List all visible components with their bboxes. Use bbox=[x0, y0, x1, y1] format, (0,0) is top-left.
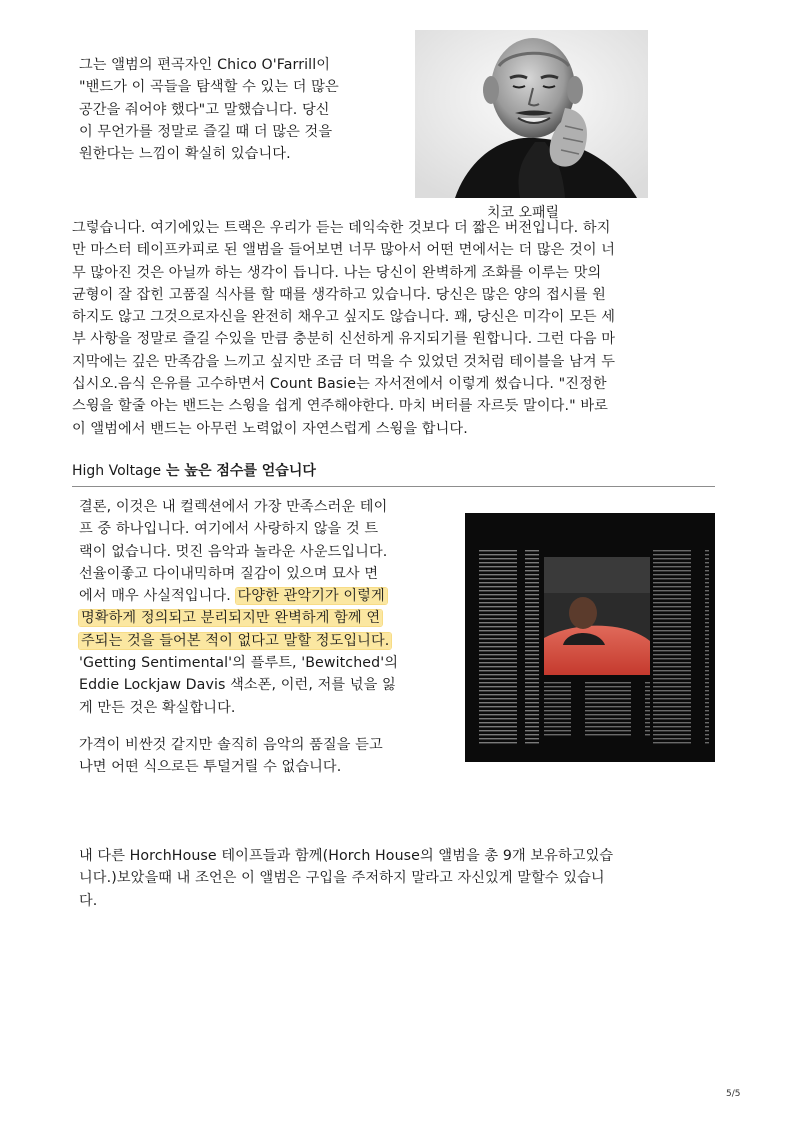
text-line bbox=[79, 630, 449, 652]
portrait-illustration bbox=[415, 30, 648, 198]
text-line bbox=[79, 607, 449, 629]
text-line: 스윙을 할줄 아는 밴드는 스윙을 쉽게 연주해야한다. 마치 버터를 자르듯 말이다." 바로 bbox=[72, 398, 608, 415]
text-line: Eddie Lockjaw Davis 색소폰, 이런, 저를 넋을 잃 bbox=[79, 677, 396, 694]
text-line: 무 많아진 것은 아닐까 하는 생각이 듭니다. 나는 당신이 완벽하게 조화를 이루는 맛의 bbox=[72, 264, 602, 281]
text-line: 선율이좋고 다이내믹하며 질감이 있으며 묘사 면 bbox=[79, 565, 379, 582]
section-heading-korean: 는 높은 점수를 얻습니다 bbox=[166, 463, 316, 479]
text-line: 나면 어떤 식으로든 투덜거릴 수 없습니다. bbox=[79, 759, 342, 776]
text-line: 다. bbox=[79, 892, 98, 909]
section-heading-latin: High Voltage bbox=[72, 463, 162, 479]
section-divider bbox=[72, 486, 715, 487]
text-line: 만 마스터 테이프카피로 된 앨범을 들어보면 너무 많아서 어떤 면에서는 더 많은 것이 너 bbox=[72, 242, 616, 259]
section-heading bbox=[72, 460, 316, 480]
page-number: 5/5 bbox=[726, 1089, 741, 1099]
album-liner-illustration bbox=[465, 513, 715, 762]
text-line: 그는 앨범의 편곡자인 Chico O'Farrill이 bbox=[79, 57, 331, 73]
text-line: 니다.)보았을때 내 조언은 이 앨범은 구입을 주저하지 말라고 자신있게 말할수 있습니 bbox=[79, 870, 605, 887]
text-line: 원한다는 느낌이 확실히 있습니다. bbox=[79, 146, 291, 163]
text-line: 공간을 줘어야 했다"고 말했습니다. 당신 bbox=[79, 101, 330, 118]
album-liner-image bbox=[465, 513, 715, 762]
text-line: 이 무언가를 정말로 즐길 때 더 많은 것을 bbox=[79, 123, 333, 140]
text-line: 'Getting Sentimental'의 플루트, 'Bewitched'의 bbox=[79, 655, 399, 672]
review-paragraph bbox=[79, 496, 449, 719]
text-line: 부 사항을 정말로 즐길 수있을 만큼 충분히 신선하게 유지되기를 원합니다. 그런 다음 마 bbox=[72, 331, 616, 348]
text-line: 결론, 이것은 내 컬렉션에서 가장 만족스러운 테이 bbox=[79, 499, 388, 515]
text-line bbox=[79, 585, 449, 607]
closing-paragraph bbox=[79, 845, 719, 912]
text-line: 랙이 없습니다. 멋진 음악과 놀라운 사운드입니다. bbox=[79, 543, 388, 560]
text-line: 내 다른 HorchHouse 테이프들과 함께(Horch House의 앨범을 총 9개 보유하고있습 bbox=[79, 848, 614, 864]
highlighted-text: 명확하게 정의되고 분리되지만 완벽하게 함께 연 bbox=[81, 610, 381, 627]
text-line: "밴드가 이 곡들을 탐색할 수 있는 더 많은 bbox=[79, 79, 339, 96]
text-line: 그렇습니다. 여기에있는 트랙은 우리가 듣는 데익숙한 것보다 더 짧은 버전입니다. 하지 bbox=[72, 220, 611, 236]
text-line: 지막에는 깊은 만족감을 느끼고 싶지만 조금 더 먹을 수 있었던 것처럼 테이블을 남겨 두 bbox=[72, 353, 616, 370]
text-line: 가격이 비싼것 같지만 솔직히 음악의 품질을 듣고 bbox=[79, 737, 383, 753]
body-paragraph bbox=[72, 217, 712, 440]
price-paragraph bbox=[79, 734, 449, 779]
chico-ofarrill-portrait-photo bbox=[415, 30, 648, 198]
highlighted-text: 주되는 것을 들어본 적이 없다고 말할 정도입니다. bbox=[81, 632, 390, 649]
text-line: 하지도 않고 그것으로자신을 완전히 채우고 싶지도 않습니다. 꽤, 당신은 미각이 모든 세 bbox=[72, 309, 616, 326]
photo-caption: 치코 오패릴 bbox=[487, 205, 560, 221]
text-line: 균형이 잘 잡힌 고품질 식사를 할 때를 생각하고 있습니다. 당신은 많은 양의 접시를 원 bbox=[72, 286, 606, 303]
text-line: 게 만든 것은 확실합니다. bbox=[79, 699, 236, 716]
intro-paragraph bbox=[79, 54, 383, 165]
highlighted-text: 다양한 관악기가 이렇게 bbox=[237, 588, 385, 605]
text-line: 이 앨범에서 밴드는 아무런 노력없이 자연스럽게 스윙을 합니다. bbox=[72, 420, 468, 437]
text-line: 십시오.음식 은유를 고수하면서 Count Basie는 자서전에서 이렇게 썼습니다. "진정한 bbox=[72, 376, 607, 393]
text-line: 프 중 하나입니다. 여기에서 사랑하지 않을 것 트 bbox=[79, 521, 379, 538]
text-segment: 에서 매우 사실적입니다. bbox=[79, 588, 236, 605]
